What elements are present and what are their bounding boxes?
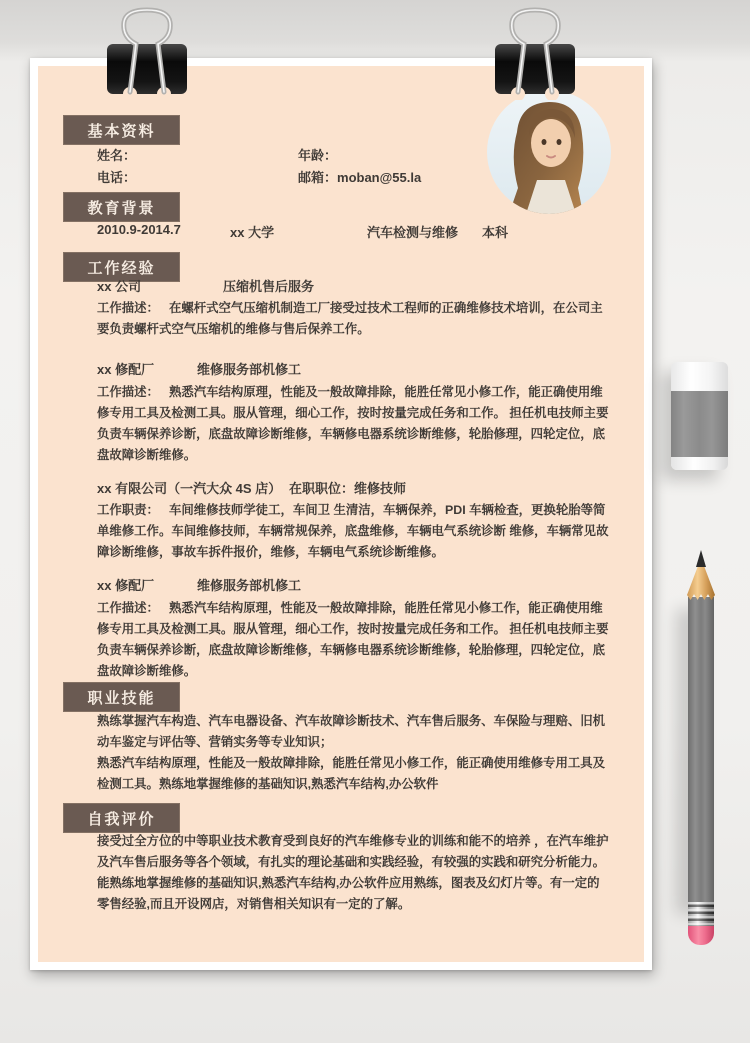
job-position: 压缩机售后服务 (223, 279, 315, 294)
job-desc-label: 工作描述： (97, 385, 159, 399)
resume-paper (30, 58, 652, 970)
age-field-label: 年龄： (298, 148, 338, 163)
job-description (97, 500, 610, 563)
skills-text (97, 711, 610, 795)
job-company: xx 修配厂 (97, 362, 155, 377)
job-position: 在职职位：维修技师 (289, 481, 407, 496)
education-period: 2010.9-2014.7 (97, 222, 181, 237)
job-position: 维修服务部机修工 (197, 362, 302, 377)
section-title: 职业技能 (87, 689, 156, 707)
resume-content-area (38, 66, 644, 962)
profile-photo-illustration (487, 90, 611, 214)
email-label: 邮箱： (298, 170, 338, 185)
profile-photo (487, 90, 611, 214)
email-field (298, 167, 421, 186)
job-description (97, 298, 610, 340)
section-header-skills (63, 682, 180, 712)
job-title-row (97, 276, 610, 295)
section-header-basic-info (63, 115, 180, 145)
email-value: moban@55.la (337, 170, 422, 185)
job-company: xx 公司 (97, 279, 142, 294)
self-evaluation-text: 接受过全方位的中等职业技术教育受到良好的汽车维修专业的训练和能不的培养 ，在汽车维护及汽车售后服务等各个领域，有扎实的理论基础和实践经验，有较强的实践和研究分析能力。能熟练地掌握维修的基础知识,熟悉汽车结构,办公软件应用熟练，图表及幻灯片等。有一定的零售经验,而且开设网店，对销售相关知识有一定的了解。 (97, 834, 609, 911)
section-title: 工作经验 (87, 259, 156, 277)
job-desc-text: 在螺杆式空气压缩机制造工厂接受过技术工程师的正确维修技术培训，在公司主要负责螺杆式空气压缩机的维修与售后保养工作。 (97, 301, 603, 336)
job-desc-label: 工作描述： (97, 601, 159, 615)
job-company: xx 有限公司（一汽大众 4S 店） (97, 481, 282, 496)
job-desc-label: 工作职责： (97, 503, 159, 517)
job-position: 维修服务部机修工 (197, 578, 302, 593)
job-description (97, 382, 610, 466)
job-title-row (97, 359, 610, 378)
job-desc-text: 熟悉汽车结构原理，性能及一般故障排除，能胜任常见小修工作，能正确使用维修专用工具及检测工具。服从管理，细心工作，按时按量完成任务和工作。 担任机电技师主要负责车辆保养诊断，底盘故障诊断维修，车辆修电器系统诊断维修，轮胎修理，四轮定位，底盘故障诊断维修。 (97, 385, 609, 462)
job-description (97, 598, 610, 682)
job-desc-label: 工作描述： (97, 301, 159, 315)
name-field-label: 姓名： (97, 148, 137, 163)
pencil-icon (687, 550, 715, 945)
skills-line: 熟悉汽车结构原理，性能及一般故障排除，能胜任常见小修工作，能正确使用维修专用工具及检测工具。熟练地掌握维修的基础知识,熟悉汽车结构,办公软件 (97, 756, 606, 791)
section-header-self-evaluation (63, 803, 180, 833)
skills-line: 熟练掌握汽车构造、汽车电器设备、汽车故障诊断技术、汽车售后服务、车保险与理赔、旧机动车鉴定与评估等、营销实务等专业知识； (97, 714, 606, 749)
education-school: xx 大学 (230, 225, 275, 240)
section-header-education (63, 192, 180, 222)
job-company: xx 修配厂 (97, 578, 155, 593)
phone-field-label: 电话： (97, 170, 137, 185)
section-title: 基本资料 (87, 122, 156, 140)
job-title-row (97, 575, 610, 594)
binder-clip-icon (107, 6, 187, 100)
job-desc-text: 车间维修技师学徒工，车间卫 生清洁，车辆保养，PDI 车辆检查，更换轮胎等简单维修工作。车间维修技师，车辆常规保养，底盘维修，车辆电气系统诊断 维修，车辆常见故障诊断维修，事故车拆件报价，维修，车辆电气系统诊断维修。 (97, 503, 609, 559)
section-title: 教育背景 (87, 199, 156, 217)
education-degree: 本科 (482, 225, 509, 240)
binder-clip-icon (495, 6, 575, 100)
education-major: 汽车检测与维修 (367, 225, 459, 240)
job-title-row (97, 478, 610, 497)
eraser-icon (671, 362, 728, 470)
section-title: 自我评价 (87, 810, 156, 828)
job-desc-text: 熟悉汽车结构原理，性能及一般故障排除，能胜任常见小修工作，能正确使用维修专用工具及检测工具。服从管理，细心工作，按时按量完成任务和工作。 担任机电技师主要负责车辆保养诊断，底盘故障诊断维修，车辆修电器系统诊断维修，轮胎修理，四轮定位，底盘故障诊断维修。 (97, 601, 609, 678)
